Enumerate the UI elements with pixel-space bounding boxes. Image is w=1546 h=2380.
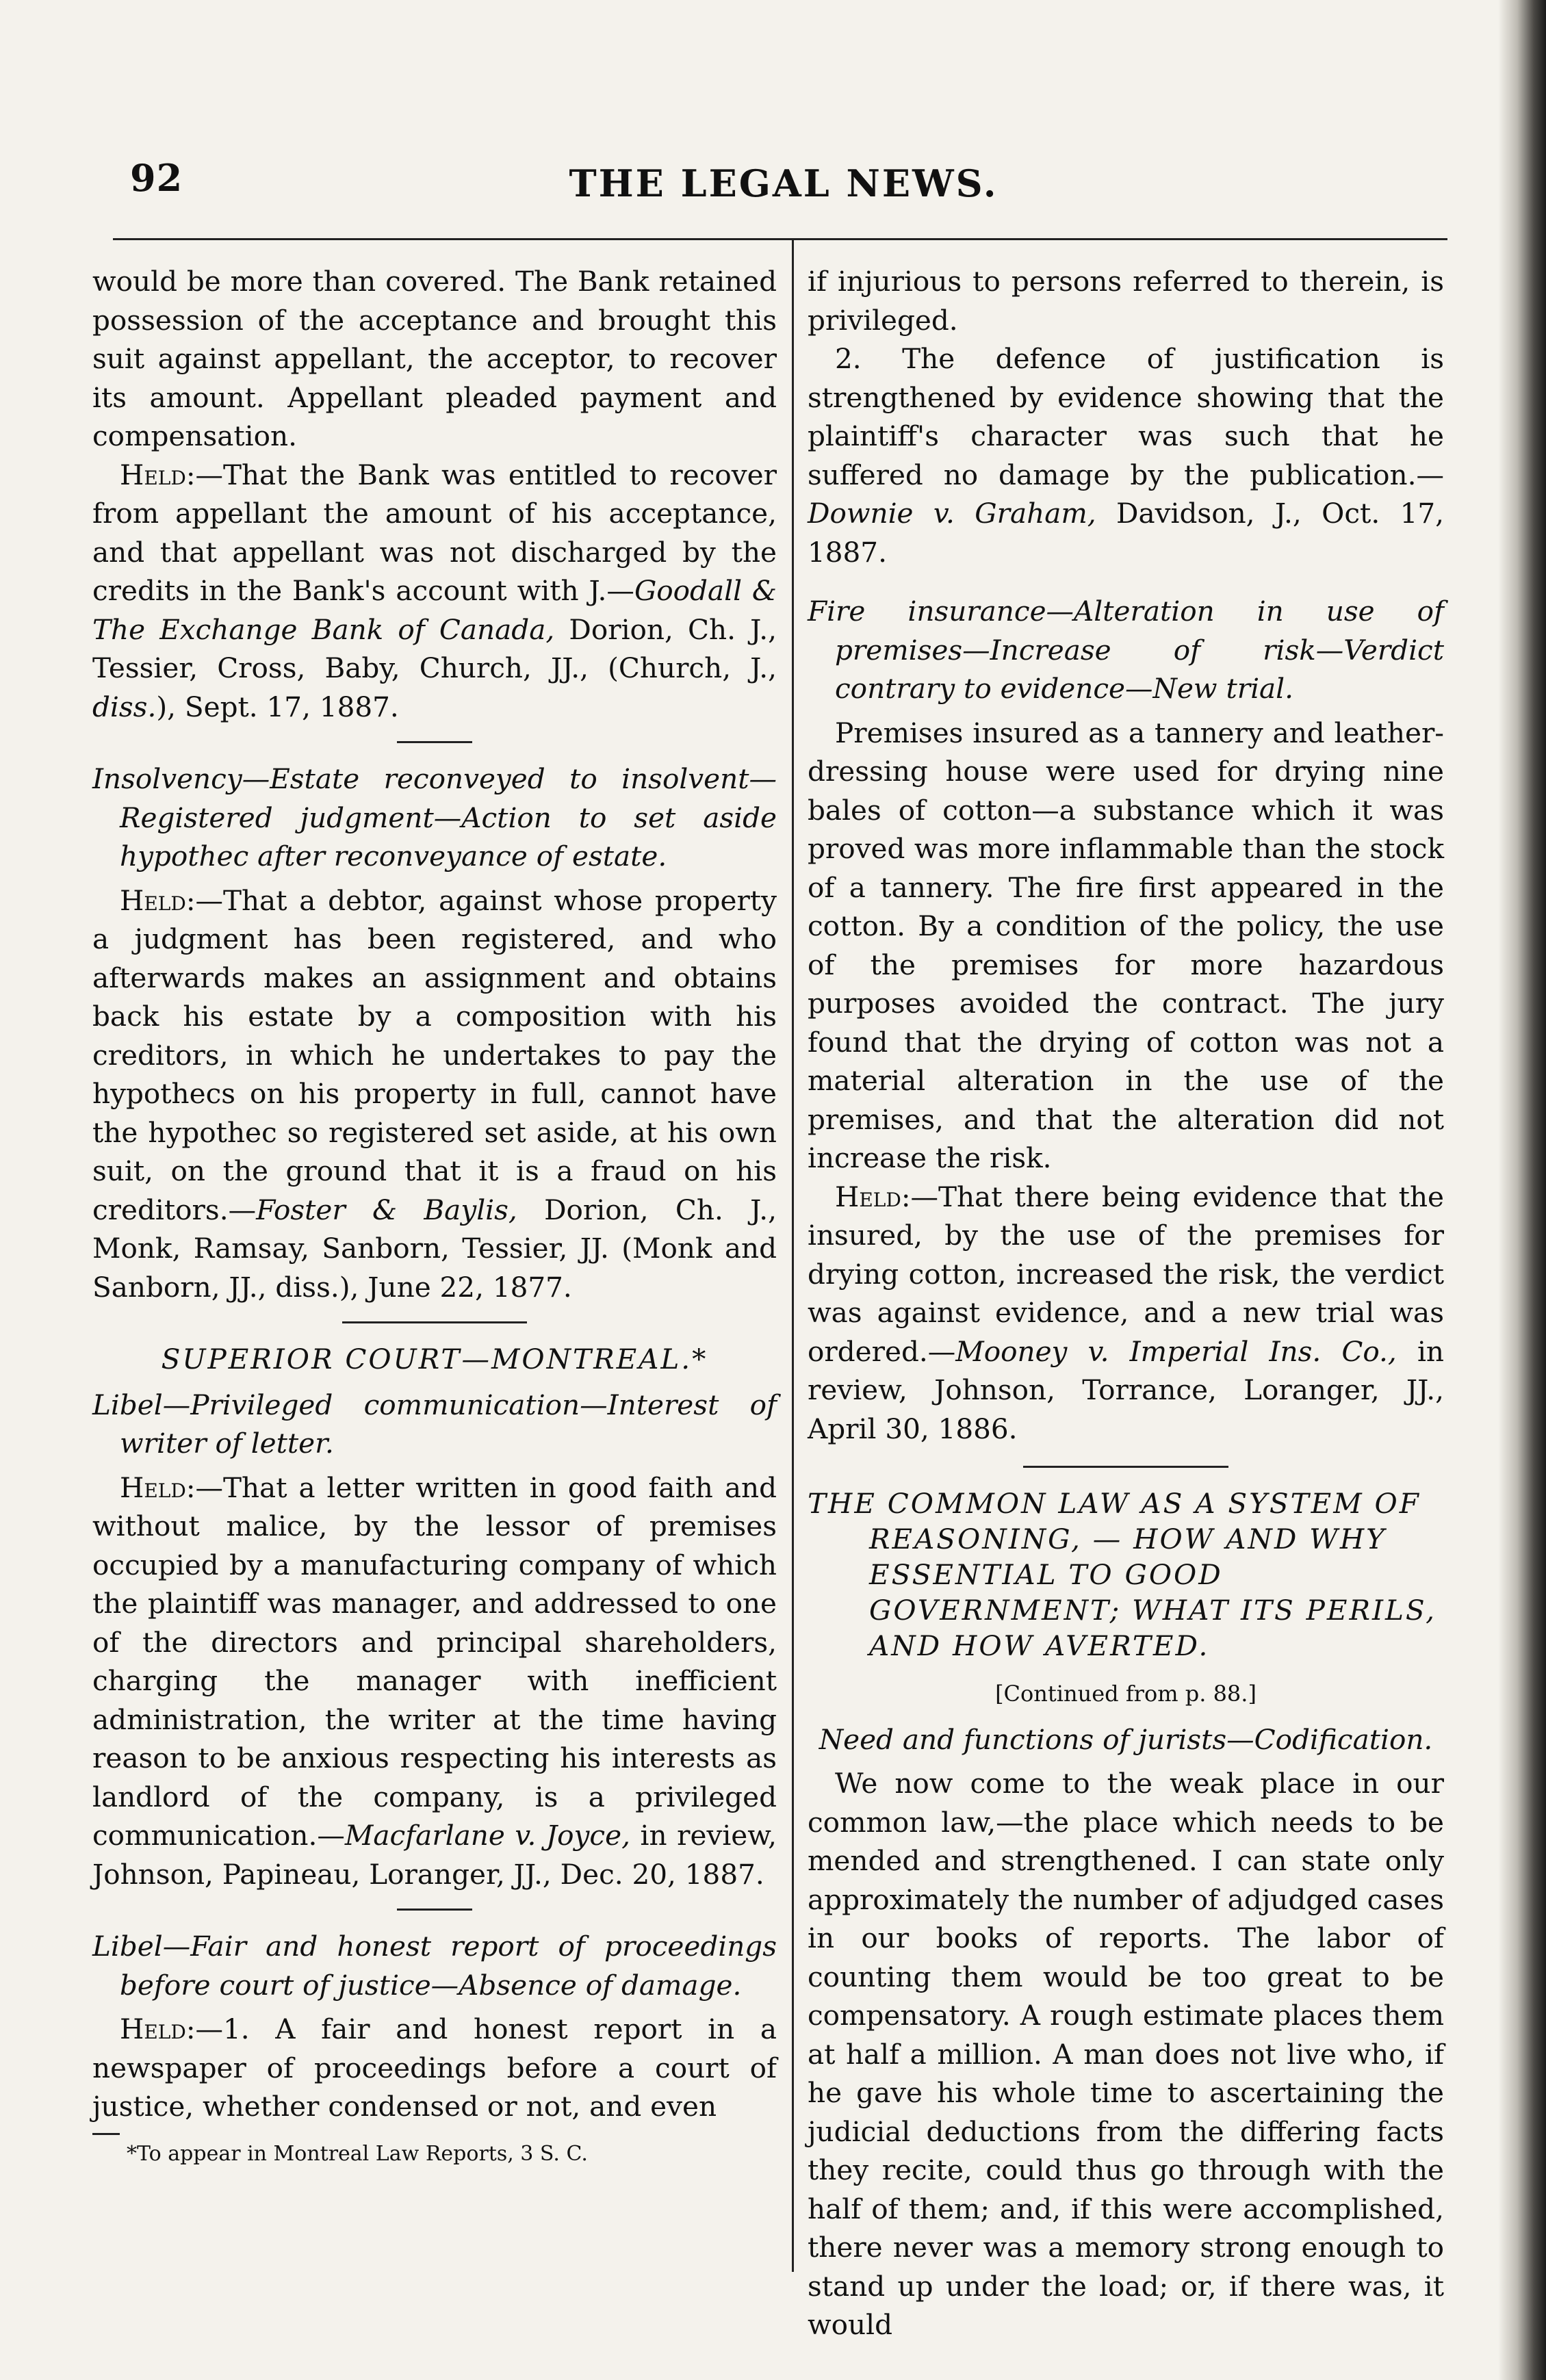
case-heading: Libel—Privileged communication—Interest of writer of letter. — [92, 1388, 777, 1460]
text: :—That the Bank was entitled to recover from appellant the amount of his acceptance, and that appellant was not discharged by the credits in the Bank's account with J.— — [92, 458, 777, 607]
section-separator — [1023, 1466, 1228, 1468]
footnote-rule — [92, 2133, 120, 2135]
paragraph — [92, 1469, 777, 1894]
text: Dorion, Ch. J., Monk, Ramsay, Sanborn, Tessier, JJ. (Monk and Sanborn, JJ., diss.), June 22, 1877. — [92, 1193, 777, 1304]
essay-title: THE COMMON LAW AS A SYSTEM OF REASONING, — HOW AND WHY ESSENTIAL TO GOOD GOVERNMENT; WHAT ITS PERILS, AND HOW AVERTED. — [808, 1487, 1437, 1662]
footnote: *To appear in Montreal Law Reports, 3 S. C. — [127, 2141, 588, 2166]
text: ), Sept. 17, 1887. — [156, 690, 399, 723]
case-heading: Libel—Fair and honest report of proceedings before court of justice—Absence of damage. — [92, 1930, 777, 2002]
text: in review, Johnson, Papineau, Loranger, JJ., Dec. 20, 1887. — [92, 1819, 777, 1891]
text: :—That a debtor, against whose property a judgment has been registered, and who afterwards makes an assignment and obtains back his estate by a composition with his creditors, in which he undertakes to pay the hypothecs on his property in full, cannot have the hypothec so registered set aside, at his own suit, on the ground that it is a fraud on his creditors.— — [92, 883, 777, 1226]
held-label: Held — [120, 883, 186, 917]
case-name: Goodall & The Exchange Bank of Canada, — [92, 574, 777, 646]
paragraph — [808, 339, 1444, 571]
page-number: 92 — [130, 156, 183, 200]
held-label: Held — [835, 1180, 901, 1213]
court-heading: SUPERIOR COURT—MONTREAL.* — [161, 1343, 708, 1375]
text: :—1. A fair and honest report in a newspaper of proceedings before a court of justice, whether condensed or not, and even — [92, 2013, 777, 2123]
page-edge-shadow — [1498, 0, 1546, 2380]
case-heading: Fire insurance—Alteration in use of premises—Increase of risk—Verdict contrary to evidence—New trial. — [808, 595, 1444, 705]
text: 2. The defence of justification is strengthened by evidence showing that the plaintiff's character was such that he suffered no damage by the publication.— — [808, 342, 1444, 491]
text: :—That a letter written in good faith and without malice, by the lessor of premises occupied by a manufacturing company of which the plaintiff was manager, and addressed to one of the directors and principal shareholders, charging the manager with inefficient administration, the writer at the time having reason to be anxious respecting his interests as landlord of the company, is a privileged communication.— — [92, 1471, 777, 1852]
case-name: Mooney v. Imperial Ins. Co., — [955, 1334, 1397, 1368]
text: :—That there being evidence that the insured, by the use of the premises for drying cotton, increased the risk, the verdict was against evidence, and a new trial was ordered.— — [808, 1180, 1444, 1368]
text: diss. — [92, 690, 157, 723]
held-label: Held — [120, 458, 186, 491]
essay-subheading: Need and functions of jurists—Codification. — [819, 1722, 1433, 1756]
case-name: Foster & Baylis, — [256, 1193, 517, 1226]
left-column — [92, 262, 777, 2169]
continued-note: [Continued from p. 88.] — [995, 1681, 1257, 1707]
paragraph: Premises insured as a tannery and leather-dressing house were used for drying nine bales of cotton—a substance which it was proved was more inflammable than the stock of a tannery. The fire first appeared in the cotton. By a condition of the policy, the use of the premises for more hazardous purposes avoided the contract. The jury found that the drying of cotton was not a material alteration in the use of the premises, and that the alteration did not increase the risk. — [808, 716, 1444, 1174]
paragraph: would be more than covered. The Bank retained possession of the acceptance and brought this suit against appellant, the acceptor, to recover its amount. Appellant pleaded payment and compensation. — [92, 265, 777, 452]
page-header — [130, 156, 1437, 211]
case-name: Downie v. Graham, — [808, 497, 1096, 530]
paragraph — [808, 1178, 1444, 1449]
text: in review, Johnson, Torrance, Loranger, JJ., April 30, 1886. — [808, 1334, 1444, 1445]
paragraph — [92, 456, 777, 727]
running-title: THE LEGAL NEWS. — [569, 161, 999, 205]
paragraph: if injurious to persons referred to therein, is privileged. — [808, 265, 1444, 337]
paragraph: We now come to the weak place in our common law,—the place which needs to be mended and strengthened. I can state only approximately the number of adjudged cases in our books of reports. The labor of counting them would be too great to be compensatory. A rough estimate places them at half a million. A man does not live who, if he gave his whole time to ascertaining the judicial deductions from the differing facts they recite, could thus go through with the half of them; and, if this were accomplished, there never was a memory strong enough to stand up under the load; or, if there was, it would — [808, 1767, 1444, 2341]
column-divider — [792, 240, 794, 2272]
paragraph — [92, 2010, 777, 2126]
header-rule — [113, 238, 1447, 240]
paragraph — [92, 881, 777, 1307]
case-heading: Insolvency—Estate reconveyed to insolvent—Registered judgment—Action to set aside hypothec after reconveyance of estate. — [92, 762, 777, 872]
section-separator — [342, 1321, 527, 1323]
section-separator — [397, 741, 472, 743]
section-separator — [397, 1909, 472, 1911]
held-label: Held — [120, 2013, 186, 2045]
right-column — [808, 262, 1444, 2344]
held-label: Held — [120, 1471, 186, 1504]
text: Dorion, Ch. J., Tessier, Cross, Baby, Church, JJ., (Church, J., — [92, 612, 777, 684]
case-name: Macfarlane v. Joyce, — [344, 1819, 630, 1852]
text: Davidson, J., Oct. 17, 1887. — [808, 497, 1445, 569]
